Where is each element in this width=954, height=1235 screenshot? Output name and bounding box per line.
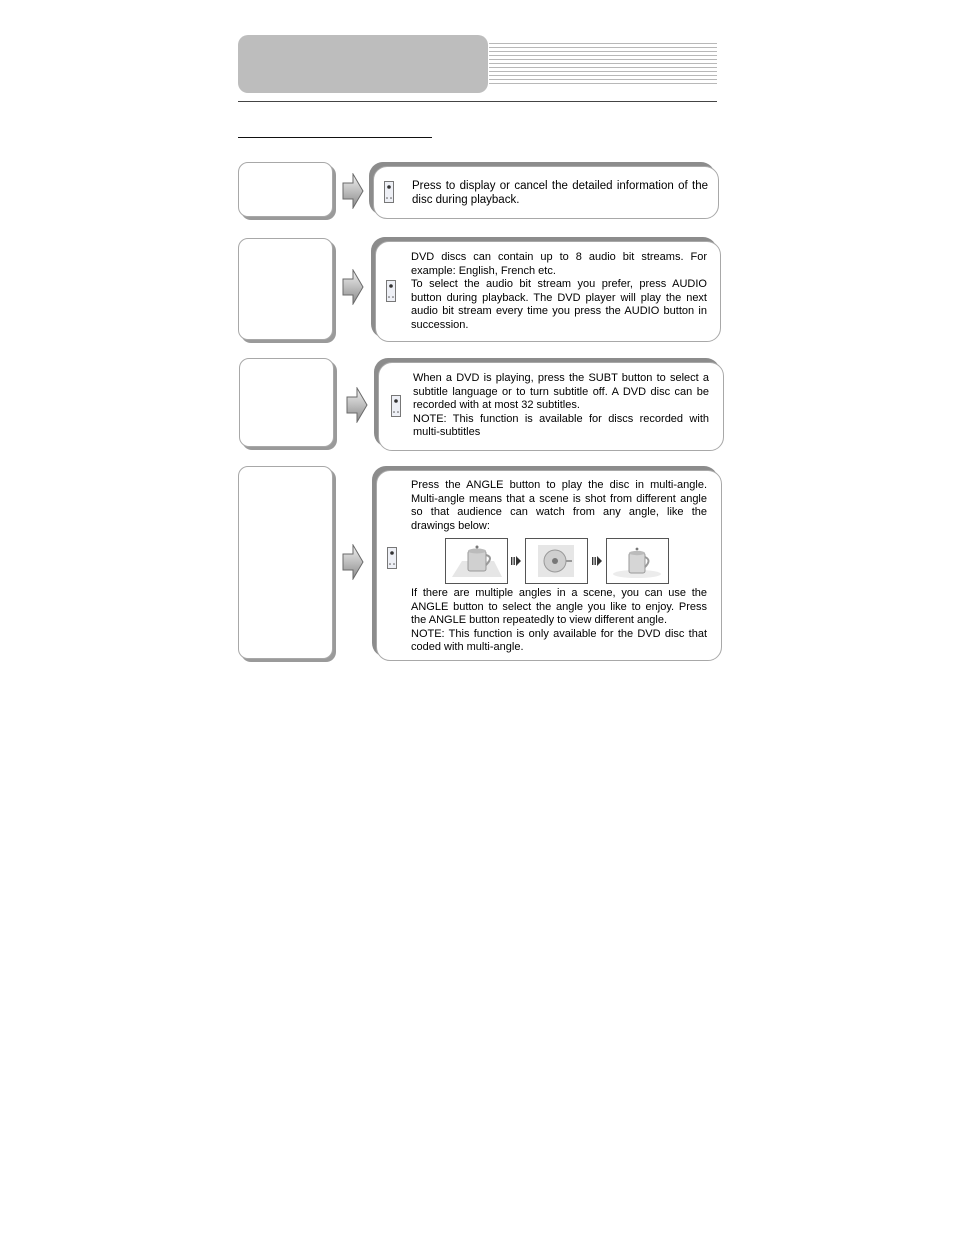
right-arrow-icon [511, 555, 521, 567]
audio-description [411, 251, 707, 332]
display-description: Press to display or cancel the detailed information of the disc during playback. [412, 180, 708, 206]
audio-label-box [238, 238, 333, 340]
cup-top-view-drawing [526, 539, 587, 583]
remote-control-icon [386, 280, 396, 302]
angle-intro: Press the ANGLE button to play the disc in multi-angle. Multi-angle means that a scene is shot from different angle so that audience can watch from any angle, like the drawings below: [411, 479, 707, 532]
right-arrow-icon [342, 269, 364, 305]
right-arrow-icon [346, 387, 368, 423]
subtitle-line-1: When a DVD is playing, press the SUBT button to select a subtitle language or to turn subtitle off. A DVD disc can be recorded with at most 32 subtitles. [413, 372, 709, 411]
angle-drawing-1 [445, 538, 508, 584]
angle-drawing-2 [525, 538, 588, 584]
right-arrow-icon [342, 544, 364, 580]
cup-angle-view-drawing [607, 539, 668, 583]
subtitle-line-2: NOTE: This function is available for discs recorded with multi-subtitles [413, 412, 709, 438]
header-tab [238, 35, 488, 93]
angle-detail-block [411, 587, 707, 655]
subtitle-panel [378, 362, 724, 451]
cup-side-view-drawing [446, 539, 507, 583]
audio-panel [375, 241, 721, 342]
section-title-underline [238, 137, 432, 138]
subtitle-label-box [239, 358, 334, 447]
remote-control-icon [384, 181, 394, 203]
angle-detail: If there are multiple angles in a scene, you can use the ANGLE button to select the angle you like to enjoy. Press the ANGLE button repeatedly to view different angle. [411, 587, 707, 626]
display-panel [373, 166, 719, 219]
header-rule [238, 101, 717, 102]
right-arrow-icon [592, 555, 602, 567]
angle-label-box [238, 466, 333, 659]
audio-line-2: To select the audio bit stream you prefer, press AUDIO button during playback. The DVD player will play the next audio bit stream every time you press the AUDIO button in succession. [411, 278, 707, 331]
remote-control-icon [387, 547, 397, 569]
right-arrow-icon [342, 173, 364, 209]
subtitle-description [413, 372, 709, 440]
angle-drawing-3 [606, 538, 669, 584]
header-decorative-lines [489, 43, 717, 85]
display-label-box [238, 162, 333, 217]
angle-panel [376, 470, 722, 661]
audio-line-1: DVD discs can contain up to 8 audio bit streams. For example: English, French etc. [411, 251, 707, 277]
angle-note: NOTE: This function is only available for the DVD disc that coded with multi-angle. [411, 627, 707, 653]
remote-control-icon [391, 395, 401, 417]
